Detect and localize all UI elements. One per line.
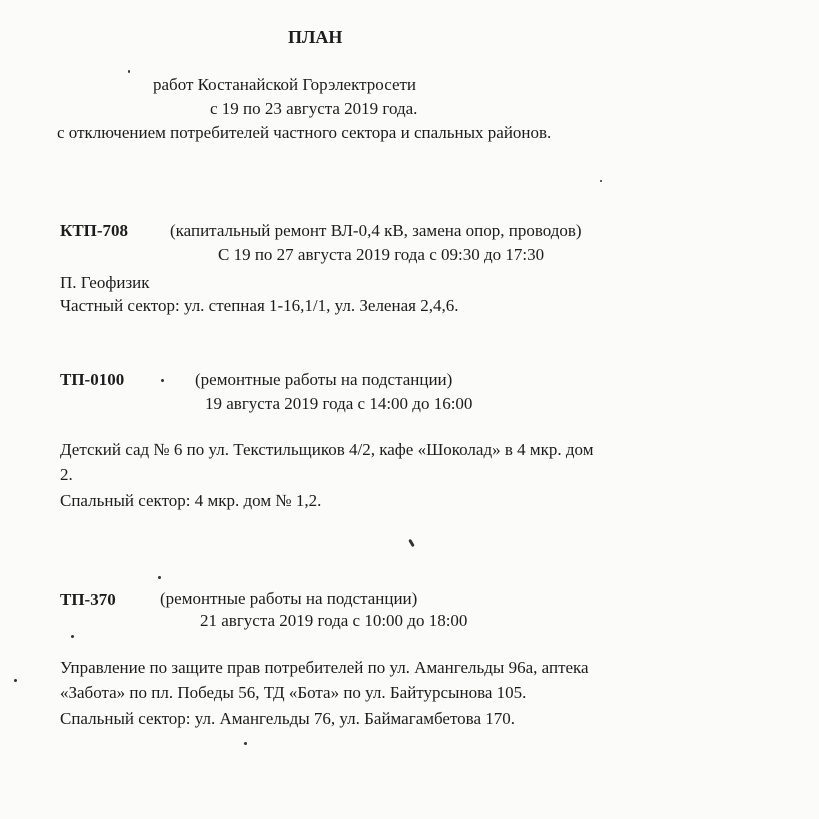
section-work: (ремонтные работы на подстанции) bbox=[160, 589, 418, 608]
scan-speck bbox=[158, 576, 161, 579]
scan-speck bbox=[161, 379, 164, 382]
scan-speck bbox=[128, 70, 130, 73]
section-detail: Спальный сектор: ул. Амангельды 76, ул. Баймагамбетова 170. bbox=[60, 709, 516, 728]
scan-speck bbox=[408, 539, 415, 547]
header-line-2: с 19 по 23 августа 2019 года. bbox=[210, 99, 418, 118]
section-detail: Детский сад № 6 по ул. Текстильщиков 4/2, кафе «Шоколад» в 4 мкр. дом bbox=[60, 440, 594, 459]
section-schedule: 21 августа 2019 года с 10:00 до 18:00 bbox=[200, 611, 468, 630]
section-detail: «Забота» по пл. Победы 56, ТД «Бота» по ул. Байтурсынова 105. bbox=[60, 683, 527, 702]
section-work: (ремонтные работы на подстанции) bbox=[195, 370, 453, 389]
section-detail: Управление по защите прав потребителей по ул. Амангельды 96а, аптека bbox=[60, 658, 589, 677]
scan-speck bbox=[14, 679, 17, 682]
section-detail: П. Геофизик bbox=[60, 273, 150, 292]
scan-speck bbox=[71, 635, 74, 638]
scan-speck bbox=[600, 180, 602, 182]
section-code: КТП-708 bbox=[60, 221, 129, 240]
section-detail: 2. bbox=[60, 465, 73, 484]
section-code: ТП-0100 bbox=[60, 370, 125, 389]
section-code: ТП-370 bbox=[60, 590, 116, 609]
section-schedule: С 19 по 27 августа 2019 года с 09:30 до 17:30 bbox=[218, 245, 545, 264]
page-title: ПЛАН bbox=[288, 27, 343, 47]
scan-speck bbox=[244, 742, 247, 745]
header-line-1: работ Костанайской Горэлектросети bbox=[153, 75, 417, 94]
section-detail: Частный сектор: ул. степная 1-16,1/1, ул. Зеленая 2,4,6. bbox=[60, 296, 459, 315]
header-line-3: с отключением потребителей частного сектора и спальных районов. bbox=[57, 123, 552, 142]
section-work: (капитальный ремонт ВЛ-0,4 кВ, замена опор, проводов) bbox=[170, 221, 582, 240]
section-schedule: 19 августа 2019 года с 14:00 до 16:00 bbox=[205, 394, 473, 413]
section-detail: Спальный сектор: 4 мкр. дом № 1,2. bbox=[60, 491, 322, 510]
